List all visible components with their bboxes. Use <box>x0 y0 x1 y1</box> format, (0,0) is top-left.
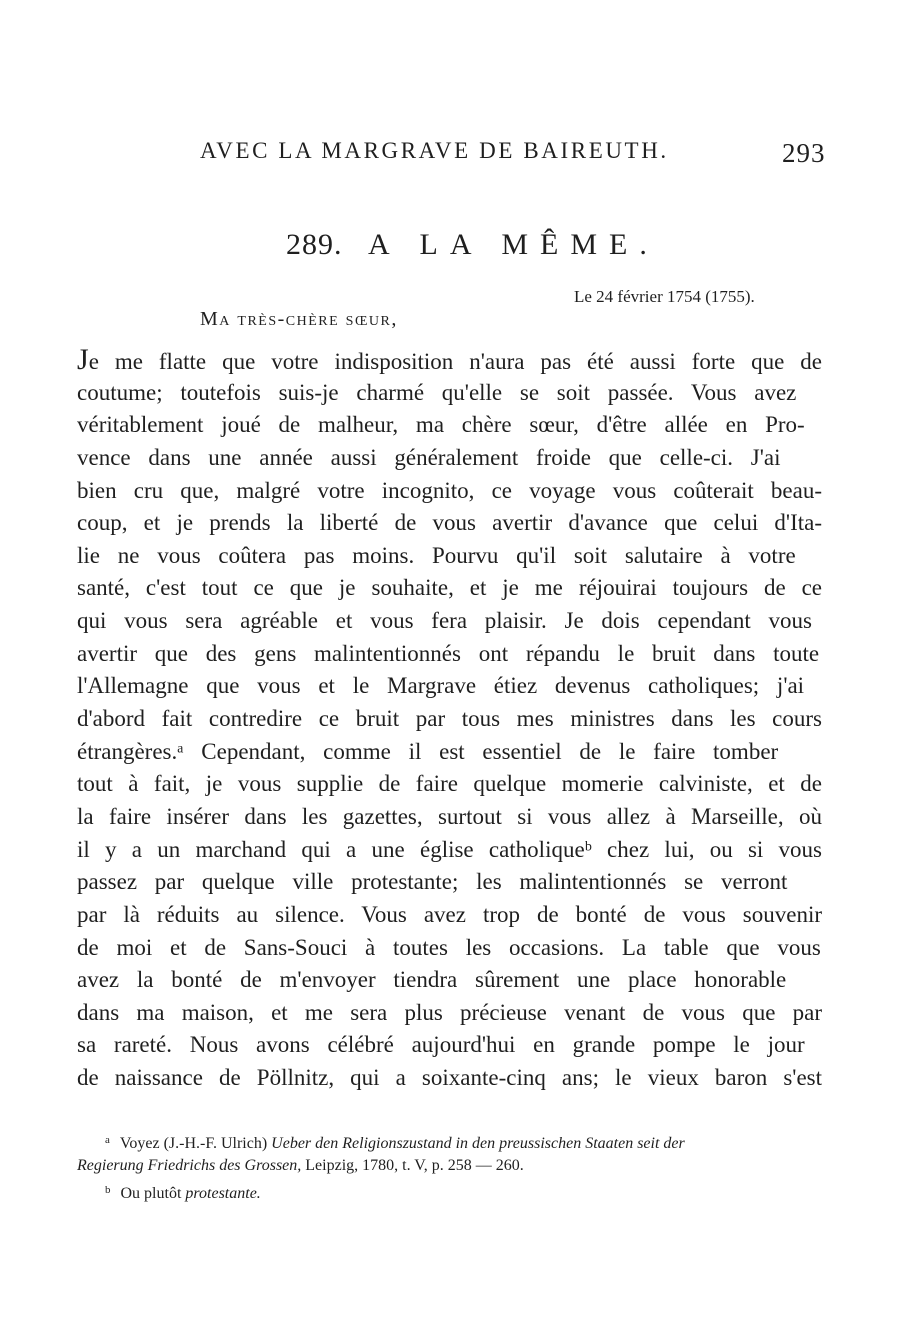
letter-recipient: A LA MÊME. <box>368 228 659 261</box>
body-line: tout à fait, je vous supplie de faire quelque momerie calviniste, et de <box>77 771 822 797</box>
body-line: coup, et je prends la liberté de vous avertir d'avance que celui d'Ita- <box>77 510 822 536</box>
footnote-book-title: Ueber den Religionszustand in den preussischen Staaten seit der <box>271 1135 685 1152</box>
footnote-a-continued <box>77 1153 822 1178</box>
footnote-book-title: Regierung Friedrichs des Grossen, <box>77 1157 302 1174</box>
salutation: Ma très-chère sœur, <box>200 308 398 330</box>
footnote-text: Voyez (J.-H.-F. Ulrich) <box>119 1135 272 1152</box>
running-title: AVEC LA MARGRAVE DE BAIREUTH. <box>200 138 669 163</box>
body-line: l'Allemagne que vous et le Margrave étiez devenus catholiques; j'ai <box>77 673 805 699</box>
body-line: Je me flatte que votre indisposition n'aura pas été aussi forte que de <box>77 343 822 376</box>
body-line: passez par quelque ville protestante; les malintentionnés se verront <box>77 869 788 895</box>
body-line: sa rareté. Nous avons célébré aujourd'hui en grande pompe le jour <box>77 1032 805 1058</box>
body-line: la faire insérer dans les gazettes, surtout si vous allez à Marseille, où <box>77 803 822 829</box>
body-line: qui vous sera agréable et vous fera plaisir. Je dois cependant vous <box>77 608 812 634</box>
body-line: étrangères.ᵃ Cependant, comme il est essentiel de le faire tomber <box>77 738 779 764</box>
footnote-mark: a <box>105 1134 110 1146</box>
body-line: bien cru que, malgré votre incognito, ce voyage vous coûterait beau- <box>77 477 822 503</box>
footnote-b <box>77 1178 822 1203</box>
body-line: lie ne vous coûtera pas moins. Pourvu qu'il soit salutaire à votre <box>77 542 796 568</box>
footnote-mark: b <box>105 1184 111 1196</box>
body-line: il y a un marchand qui a une église catholiqueᵇ chez lui, ou si vous <box>77 836 822 862</box>
body-line: véritablement joué de malheur, ma chère sœur, d'être allée en Pro- <box>77 412 805 438</box>
footnote-emphasis: protestante. <box>185 1185 261 1202</box>
body-line: vence dans une année aussi généralement froide que celle-ci. J'ai <box>77 444 781 470</box>
footnote-a <box>77 1128 822 1153</box>
body-line: coutume; toutefois suis-je charmé qu'elle se soit passée. Vous avez <box>77 379 797 405</box>
letter-date: Le 24 février 1754 (1755). <box>574 287 755 306</box>
body-line: santé, c'est tout ce que je souhaite, et je me réjouirai toujours de ce <box>77 575 822 601</box>
body-line: avez la bonté de m'envoyer tiendra sûrement une place honorable <box>77 967 787 993</box>
letter-body <box>77 344 822 1095</box>
footnotes <box>77 1128 822 1203</box>
body-line: d'abord fait contredire ce bruit par tous mes ministres dans les cours <box>77 706 822 732</box>
page-number: 293 <box>782 138 826 168</box>
body-line: de moi et de Sans-Souci à toutes les occasions. La table que vous <box>77 934 821 960</box>
footnote-text: Ou plutôt <box>120 1185 186 1202</box>
body-line: dans ma maison, et me sera plus précieuse venant de vous que par <box>77 999 822 1025</box>
body-line: avertir que des gens malintentionnés ont répandu le bruit dans toute <box>77 640 820 666</box>
letter-heading <box>286 228 659 262</box>
body-line: de naissance de Pöllnitz, qui a soixante-cinq ans; le vieux baron s'est <box>77 1065 822 1091</box>
body-line: par là réduits au silence. Vous avez trop de bonté de vous souvenir <box>77 901 822 927</box>
letter-number: 289. <box>286 228 343 261</box>
footnote-text: Leipzig, 1780, t. V, p. 258 — 260. <box>301 1157 524 1174</box>
